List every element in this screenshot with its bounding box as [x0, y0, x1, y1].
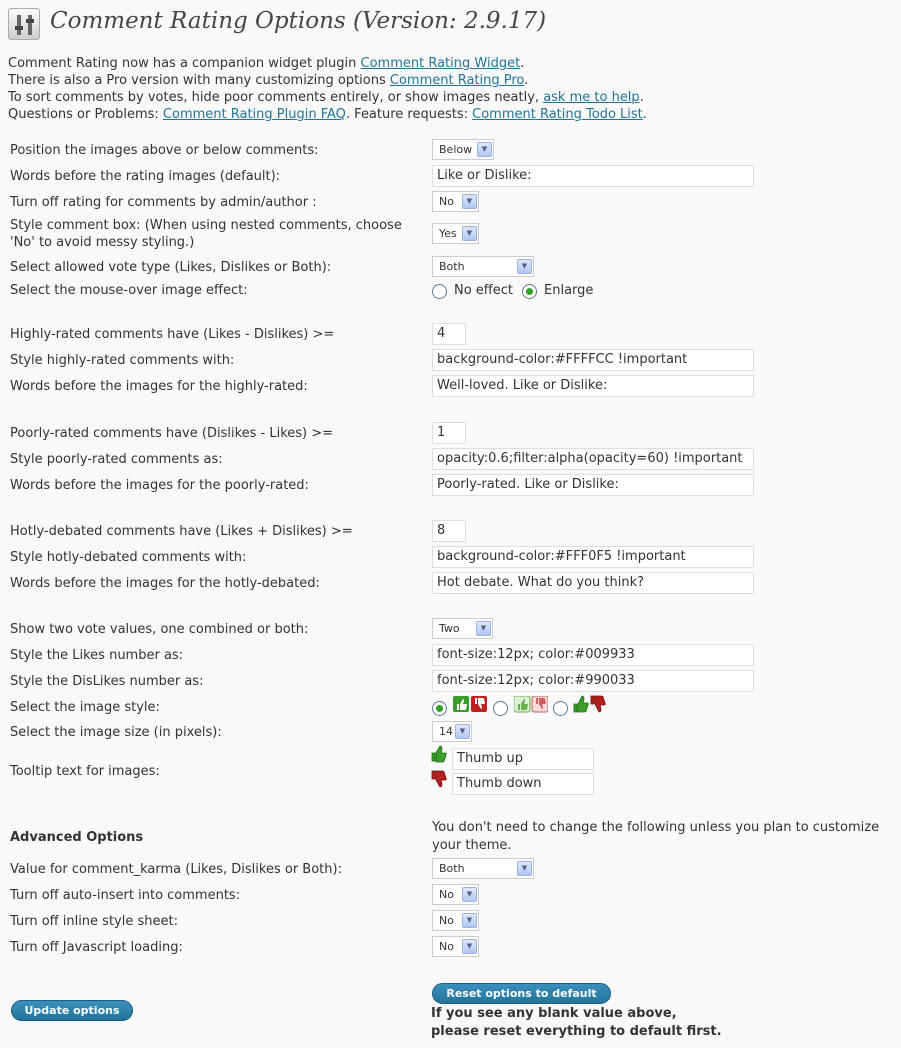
vote-values-label: Show two vote values, one combined or both:	[10, 622, 309, 637]
mouseover-no-effect-label: No effect	[454, 283, 514, 298]
ask-me-to-help-link[interactable]: ask me to help	[543, 90, 640, 105]
chevron-down-icon: ▼	[477, 142, 492, 157]
hot-threshold-input[interactable]: 8	[432, 520, 466, 542]
dislikes-style-input[interactable]: font-size:12px; color:#990033	[432, 670, 754, 692]
thumbs-style-2-icon	[514, 696, 548, 713]
vote-type-select[interactable]: Both ▼	[432, 256, 534, 277]
intro-line-widget: Comment Rating now has a companion widget plugin Comment Rating Widget.	[8, 56, 525, 71]
dislikes-style-label: Style the DisLikes number as:	[10, 674, 204, 689]
poor-style-input[interactable]: opacity:0.6;filter:alpha(opacity=60) !important	[432, 448, 754, 470]
words-default-label: Words before the rating images (default):	[10, 169, 281, 184]
tooltip-thumb-down-input[interactable]: Thumb down	[452, 773, 594, 795]
hot-threshold-label: Hotly-debated comments have (Likes + Dislikes) >=	[10, 524, 353, 539]
advanced-options-heading: Advanced Options	[10, 830, 144, 845]
chevron-down-icon: ▼	[462, 913, 477, 928]
reset-warning: If you see any blank value above, please reset everything to default first.	[431, 1006, 722, 1039]
chevron-down-icon: ▼	[455, 724, 470, 739]
image-style-3-radio[interactable]	[553, 701, 568, 716]
poor-words-label: Words before the images for the poorly-rated:	[10, 478, 309, 493]
plugin-settings-icon	[8, 8, 40, 40]
style-box-select[interactable]: Yes ▼	[432, 223, 479, 244]
karma-select[interactable]: Both ▼	[432, 858, 534, 879]
thumbs-style-1-icon	[453, 696, 487, 713]
position-select[interactable]: Below ▼	[432, 139, 494, 160]
auto-insert-label: Turn off auto-insert into comments:	[10, 888, 241, 903]
karma-label: Value for comment_karma (Likes, Dislikes or Both):	[10, 862, 342, 877]
high-words-label: Words before the images for the highly-rated:	[10, 379, 308, 394]
likes-style-label: Style the Likes number as:	[10, 648, 184, 663]
vote-type-label: Select allowed vote type (Likes, Dislikes or Both):	[10, 260, 332, 275]
high-style-label: Style highly-rated comments with:	[10, 353, 235, 368]
comment-rating-widget-link[interactable]: Comment Rating Widget	[360, 56, 521, 71]
chevron-down-icon: ▼	[462, 887, 477, 902]
plugin-faq-link[interactable]: Comment Rating Plugin FAQ	[162, 107, 346, 122]
image-style-label: Select the image style:	[10, 700, 160, 715]
inline-style-select[interactable]: No ▼	[432, 910, 479, 931]
high-threshold-input[interactable]: 4	[432, 323, 466, 345]
words-default-input[interactable]: Like or Dislike:	[432, 165, 754, 187]
chevron-down-icon: ▼	[476, 621, 491, 636]
likes-style-input[interactable]: font-size:12px; color:#009933	[432, 644, 754, 666]
chevron-down-icon: ▼	[517, 861, 532, 876]
hot-words-label: Words before the images for the hotly-debated:	[10, 576, 320, 591]
chevron-down-icon: ▼	[462, 939, 477, 954]
chevron-down-icon: ▼	[517, 259, 532, 274]
tooltip-thumb-up-input[interactable]: Thumb up	[452, 748, 594, 770]
high-threshold-label: Highly-rated comments have (Likes - Dislikes) >=	[10, 327, 335, 342]
image-style-2-radio[interactable]	[493, 701, 508, 716]
poor-words-input[interactable]: Poorly-rated. Like or Dislike:	[432, 474, 754, 496]
todo-list-link[interactable]: Comment Rating Todo List	[472, 107, 643, 122]
chevron-down-icon: ▼	[462, 194, 477, 209]
hot-style-label: Style hotly-debated comments with:	[10, 550, 247, 565]
hot-style-input[interactable]: background-color:#FFF0F5 !important	[432, 546, 754, 568]
update-options-button[interactable]: Update options	[11, 1000, 133, 1021]
vote-values-select[interactable]: Two ▼	[432, 618, 493, 639]
intro-line-help: To sort comments by votes, hide poor comments entirely, or show images neatly, ask me to help.	[8, 90, 644, 105]
chevron-down-icon: ▼	[462, 226, 477, 241]
tooltip-label: Tooltip text for images:	[10, 764, 160, 779]
position-label: Position the images above or below comments:	[10, 143, 319, 158]
mouseover-no-effect-radio[interactable]	[432, 284, 447, 299]
poor-threshold-input[interactable]: 1	[432, 422, 466, 444]
advanced-note: You don't need to change the following unless you plan to customize your theme.	[432, 820, 880, 853]
mouseover-enlarge-radio[interactable]	[522, 284, 537, 299]
thumbs-style-3-icon	[573, 694, 607, 714]
mouseover-enlarge-label: Enlarge	[544, 283, 594, 298]
thumb-down-icon	[431, 770, 447, 788]
style-box-label: Style comment box: (When using nested comments, choose 'No' to avoid messy styling.)	[10, 218, 402, 250]
comment-rating-pro-link[interactable]: Comment Rating Pro	[389, 73, 525, 88]
js-loading-label: Turn off Javascript loading:	[10, 940, 183, 955]
hot-words-input[interactable]: Hot debate. What do you think?	[432, 572, 754, 594]
js-loading-select[interactable]: No ▼	[432, 936, 479, 957]
thumb-up-icon	[431, 745, 447, 763]
page-title: Comment Rating Options (Version: 2.9.17)	[50, 8, 547, 34]
high-words-input[interactable]: Well-loved. Like or Dislike:	[432, 375, 754, 397]
auto-insert-select[interactable]: No ▼	[432, 884, 479, 905]
poor-threshold-label: Poorly-rated comments have (Dislikes - Likes) >=	[10, 426, 334, 441]
mouseover-label: Select the mouse-over image effect:	[10, 283, 248, 298]
intro-line-faq: Questions or Problems: Comment Rating Plugin FAQ. Feature requests: Comment Rating Todo List.	[8, 107, 647, 122]
image-size-select[interactable]: 14 ▼	[432, 721, 472, 742]
high-style-input[interactable]: background-color:#FFFFCC !important	[432, 349, 754, 371]
admin-rating-label: Turn off rating for comments by admin/author :	[10, 195, 317, 210]
intro-text	[8, 55, 647, 123]
image-style-1-radio[interactable]	[432, 701, 447, 716]
inline-style-label: Turn off inline style sheet:	[10, 914, 178, 929]
intro-line-pro: There is also a Pro version with many customizing options Comment Rating Pro.	[8, 73, 529, 88]
admin-rating-select[interactable]: No ▼	[432, 191, 479, 212]
poor-style-label: Style poorly-rated comments as:	[10, 452, 223, 467]
image-size-label: Select the image size (in pixels):	[10, 725, 222, 740]
reset-options-button[interactable]: Reset options to default	[432, 983, 611, 1004]
